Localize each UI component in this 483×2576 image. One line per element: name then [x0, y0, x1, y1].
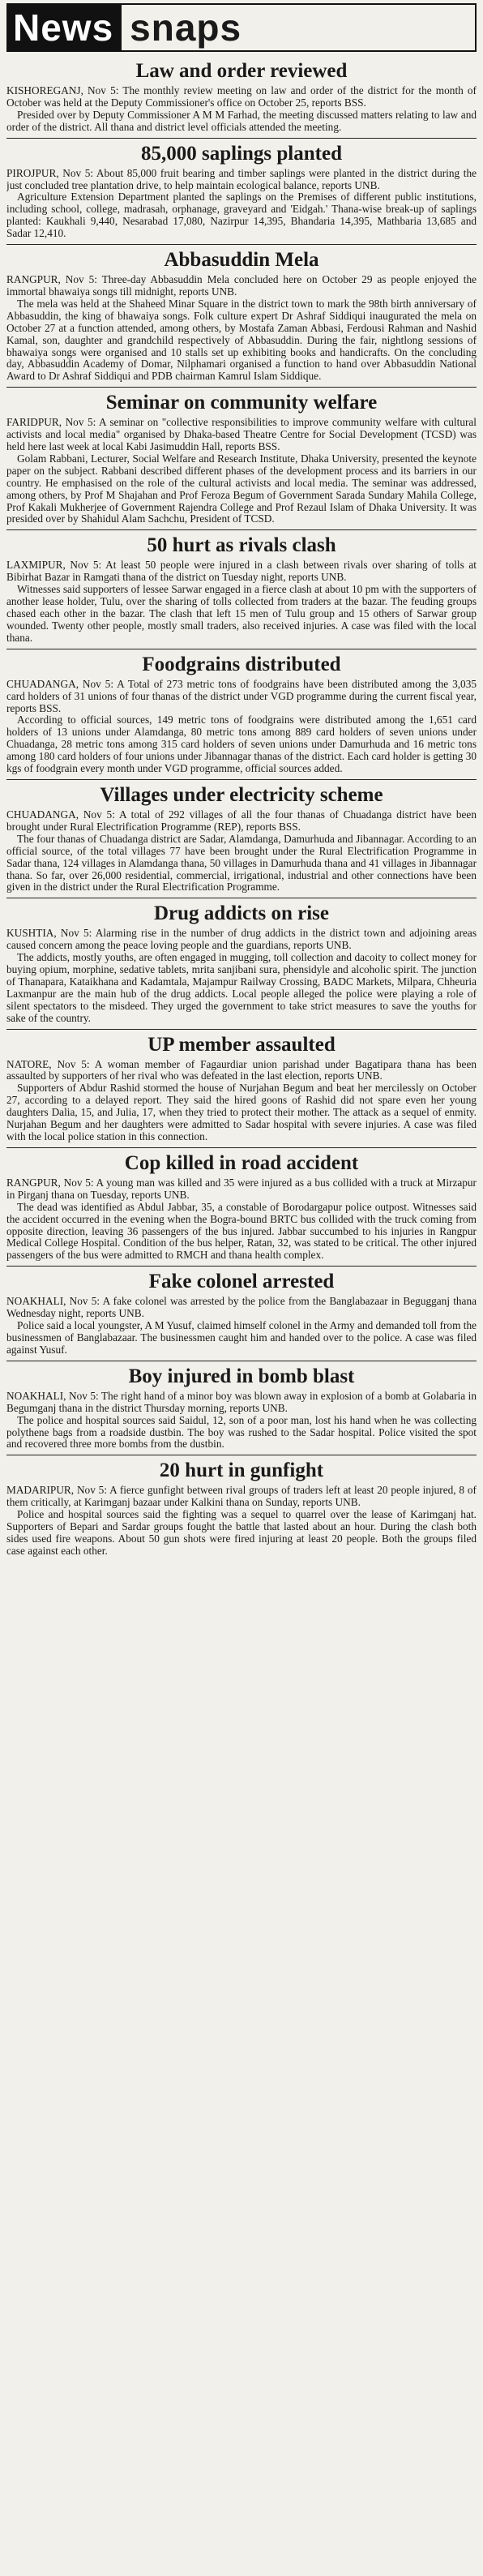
- story-headline: Fake colonel arrested: [148, 1271, 335, 1293]
- story-body-paragraph: Golam Rabbani, Lecturer, Social Welfare and Research Institute, Dhaka University, presented the keynote paper on the subject. Rabbani described different phases of the development process and its barriers in our country. He emphasised on the role of the cultural activists and local media. The seminar was addressed, among others, by Prof M Shajahan and Prof Feroza Begum of Government Sarada Sundary Mahila College, Prof Kakali Mukherjee of Government Rajendra College and Prof Rezaul Islam of Dhaka University. It was presided over by Shahidul Alam Sachchu, President of TCSD.: [6, 452, 477, 525]
- story-lead-paragraph: MADARIPUR, Nov 5: A fierce gunfight between rival groups of traders left at least 20 people injured, 8 of them critically, at Karimganj bazaar under Kalkini thana on Sunday, reports UNB.: [6, 1484, 477, 1509]
- news-story: [6, 1151, 477, 1262]
- news-page: [6, 3, 477, 2570]
- news-story: [6, 533, 477, 644]
- story-divider: [6, 1029, 477, 1030]
- story-headline: Abbasuddin Mela: [164, 249, 319, 272]
- story-divider: [6, 138, 477, 139]
- news-story: [6, 652, 477, 775]
- story-body-paragraph: The dead was identified as Abdul Jabbar, 35, a constable of Borodargapur police outpost. Witnesses said the accident occurred in the evening when the Bogra-bound BRTC bus collided with the truck coming from opposite direction, leaving 36 passengers of the bus injured. Jabbar succumbed to his injuries in Rangpur Medical College Hospital. Condition of the bus helper, Ratan, 32, was stated to be critical. The other injured passengers of the bus were admitted to RMCH and thana health complex.: [6, 1200, 477, 1262]
- story-lead-paragraph: NATORE, Nov 5: A woman member of Fagaurdiar union parishad under Bagatipara thana has been assaulted by supporters of her rival who was defeated in the last election, reports UNB.: [6, 1057, 477, 1082]
- story-lead-paragraph: RANGPUR, Nov 5: A young man was killed and 35 were injured as a bus collided with a truck at Mirzapur in Pirganj thana on Tuesday, reports UNB.: [6, 1176, 477, 1201]
- news-story: [6, 1269, 477, 1357]
- story-headline: 50 hurt as rivals clash: [147, 534, 336, 557]
- news-story: [6, 1032, 477, 1143]
- story-lead-paragraph: NOAKHALI, Nov 5: A fake colonel was arrested by the police from the Banglabazaar in Begugganj thana Wednesday night, reports UNB.: [6, 1295, 477, 1320]
- story-headline: Seminar on community welfare: [105, 392, 378, 414]
- story-lead-paragraph: CHUADANGA, Nov 5: A Total of 273 metric tons of foodgrains have been distributed among the 3,035 card holders of 31 unions of four thanas of the district under VGD programme during the current fiscal year, reports BSS.: [6, 677, 477, 714]
- story-body-paragraph: The addicts, mostly youths, are often engaged in mugging, toll collection and dacoity to collect money for buying opium, morphine, sedative tablets, mrita sanjibani sura, phensidyle and alcoholic spirit. The junction of Thanapara, Kataikhana and Kadamtala, Majampur Railway Crossing, BADC Markets, Milpara, Chheuria Laxmanpur are the main hub of the drug addicts. Local people alleged the police were playing a role of silent spectators to the misdeed. They urged the government to take strict measures to save the youths for sake of the country.: [6, 951, 477, 1024]
- story-divider: [6, 244, 477, 245]
- news-story: [6, 782, 477, 894]
- story-body-paragraph: Police and hospital sources said the fighting was a sequel to quarrel over the lease of Karimganj hat. Supporters of Bepari and Sardar groups fought the battle that lasted about an hour. During the clash both sides used fire weapons. About 50 gun shots were fired injuring at least 20 people. Both the groups filed case against each other.: [6, 1508, 477, 1557]
- story-body-paragraph: The police and hospital sources said Saidul, 12, son of a poor man, lost his hand when he was collecting polythene bags from a roadside dustbin. The boy was rushed to the Sadar hospital. Police visited the spot and recovered three more bombs from the dustbin.: [6, 1413, 477, 1451]
- story-lead-paragraph: FARIDPUR, Nov 5: A seminar on "collective responsibilities to improve community welfare with cultural activists and local media" organised by Dhaka-based Theatre Centre for Social Development (TCSD) was held here last week at local Kabi Jasimuddin Hall, reports BSS.: [6, 416, 477, 453]
- story-body-paragraph: Presided over by Deputy Commissioner A M M Farhad, the meeting discussed matters relating to law and order of the district. All thana and district level officials attended the meeting.: [6, 108, 477, 133]
- story-headline: Foodgrains distributed: [142, 653, 341, 675]
- story-lead-paragraph: KISHOREGANJ, Nov 5: The monthly review meeting on law and order of the district for the month of October was held at the Deputy Commissioner's office on October 25, reports BSS.: [6, 84, 477, 109]
- story-lead-paragraph: CHUADANGA, Nov 5: A total of 292 villages of all the four thanas of Chuadanga district have been brought under Rural Electrification Programme (REP), reports BSS.: [6, 808, 477, 833]
- story-divider: [6, 387, 477, 388]
- masthead-snaps: snaps: [122, 3, 477, 52]
- story-body-paragraph: The four thanas of Chuadanga district are Sadar, Alamdanga, Damurhuda and Jibannagar. According to an official source, of the total villages 77 have been brought under the Rural Electrification Programme in Sadar thana, 124 villages in Alamdanga thana, 50 villages in Damurhuda thana and 41 villages in Jibannagar thana. So far, over 26,000 residential, commercial, irrigational, industrial and other connections have been given in the district under the Rural Electrification Programme.: [6, 832, 477, 894]
- story-lead-paragraph: LAXMIPUR, Nov 5: At least 50 people were injured in a clash between rivals over sharing of tolls at Bibirhat Bazar in Ramgati thana of the district on Tuesday night, reports UNB.: [6, 559, 477, 584]
- story-headline: Boy injured in bomb blast: [128, 1365, 355, 1387]
- story-headline: Drug addicts on rise: [154, 902, 329, 925]
- story-lead-paragraph: NOAKHALI, Nov 5: The right hand of a minor boy was blown away in explosion of a bomb at Golabaria in Begumganj thana in the district Thursday morning, reports UNB.: [6, 1389, 477, 1414]
- story-body-paragraph: Witnesses said supporters of lessee Sarwar engaged in a fierce clash at about 10 pm with the supporters of another lease holder, Tulu, over the sharing of tolls collected from traders at the bazar. The feuding groups chased each other in the bazar. The clash that left 15 men of Tulu group and 15 others of Sarwar group wounded. Twenty other people, mostly small traders, also received injuries. A case was filed with the local thana.: [6, 583, 477, 644]
- story-body-paragraph: The mela was held at the Shaheed Minar Square in the district town to mark the 98th birth anniversary of Abbasuddin, the king of bhawaiya songs. Folk culture expert Dr Ashraf Siddiqui inaugurated the mela on October 27 at a function attended, among others, by Mostafa Zaman Abbasi, Ferdousi Rahman and Nashid Kamal, son, daughter and grandchild respectively of Abbasuddin. During the fair, nightlong sessions of bhawaiya songs were organised and 10 stalls set up exhibiting books and handicrafts. On the concluding day, Abbasuddin Academy of Domar, Nilphamari organised a function to hand over Abbasuddin National Award to Dr Ashraf Siddiqui and PDB chairman Kamrul Islam Siddique.: [6, 297, 477, 383]
- story-headline: 20 hurt in gunfight: [159, 1459, 324, 1482]
- news-story: [6, 58, 477, 134]
- story-divider: [6, 529, 477, 530]
- story-body-paragraph: Supporters of Abdur Rashid stormed the house of Nurjahan Begum and beat her mercilessly on October 27, according to a delayed report. They said the hired goons of Rashid did not spare even her young daughters Dalia, 15, and Julia, 17, when they tried to protect their mother. The attack as a sequel of enmity. Nurjahan Begum and her daughters were admitted to Sadar hospital with severe injuries. A case was filed with the local police station in this connection.: [6, 1082, 477, 1142]
- story-lead-paragraph: RANGPUR, Nov 5: Three-day Abbasuddin Mela concluded here on October 29 as people enjoyed the immortal bhawaiya songs till midnight, reports UNB.: [6, 273, 477, 298]
- story-divider: [6, 1266, 477, 1267]
- story-lead-paragraph: KUSHTIA, Nov 5: Alarming rise in the number of drug addicts in the district town and adjoining areas caused concern among the peace loving people and the guardians, reports UNB.: [6, 927, 477, 952]
- story-body-paragraph: Police said a local youngster, A M Yusuf, claimed himself colonel in the Army and demanded toll from the businessmen of Banglabazaar. The businessmen caught him and handed over to the police. A case was filed against Yusuf.: [6, 1319, 477, 1356]
- story-list: [6, 58, 477, 1558]
- story-headline: Cop killed in road accident: [124, 1151, 359, 1174]
- story-divider: [6, 1147, 477, 1148]
- news-story: [6, 901, 477, 1024]
- news-story: [6, 1458, 477, 1557]
- news-story: [6, 141, 477, 240]
- news-story: [6, 390, 477, 525]
- story-headline: 85,000 saplings planted: [141, 142, 342, 165]
- story-headline: Villages under electricity scheme: [100, 783, 383, 806]
- story-body-paragraph: According to official sources, 149 metric tons of foodgrains were distributed among the 1,651 card holders of 13 unions under Alamdanga, 80 metric tons among 889 card holders of seven unions under Chuadanga, 28 metric tons among 315 card holders of seven unions under Damurhuda and 16 metric tons among 180 card holders of four unions under Jibannagar thanas of the district. Each card holder is getting 30 kgs of foodgrain every month under VGD programme, official sources added.: [6, 714, 477, 775]
- story-body-paragraph: Agriculture Extension Department planted the saplings on the Premises of different public institutions, including school, college, madrasah, orphanage, graveyard and 'Eidgah.' Thana-wise break-up of saplings planted: Kaukhali 9,440, Nesarabad 17,080, Nazirpur 14,395, Bhandaria 14,395, Mathbaria 13,685 and Sadar 12,410.: [6, 191, 477, 240]
- story-lead-paragraph: PIROJPUR, Nov 5: About 85,000 fruit bearing and timber saplings were planted in the district during the just concluded tree plantation drive, to help maintain ecological balance, reports UNB.: [6, 166, 477, 191]
- story-headline: UP member assaulted: [147, 1033, 336, 1056]
- story-headline: Law and order reviewed: [135, 60, 348, 82]
- news-story: [6, 247, 477, 383]
- masthead-news: News: [6, 3, 122, 52]
- masthead: [6, 3, 477, 52]
- story-divider: [6, 779, 477, 780]
- news-story: [6, 1364, 477, 1451]
